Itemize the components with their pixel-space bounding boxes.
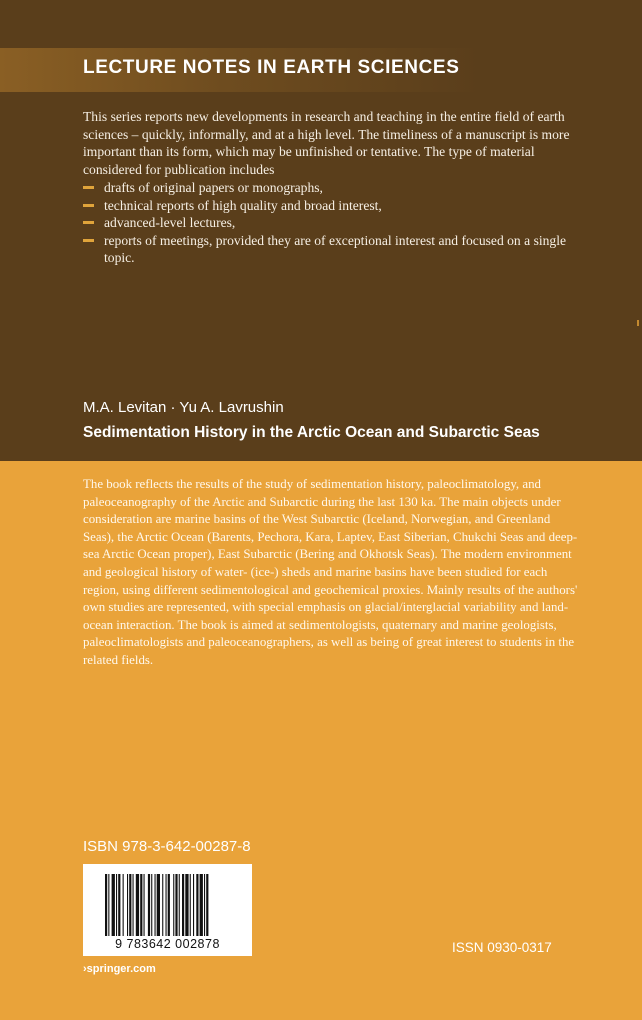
book-blurb: The book reflects the results of the study of sedimentation history, paleoclimatology, and paleoceanography of the Arctic and Subarctic during the last 130 ka. The main objects under consideration are marine basins of the West Subarctic (Iceland, Norwegian, and Greenland Seas), the Arctic Ocean (Barents, Pechora, Kara, Laptev, East Siberian, Chukchi Seas and deep-sea Arctic Ocean proper), East Subarctic (Bering and Okhotsk Seas). The modern environment and geological history of water- (ice-) sheds and marine basins have been studied for each region, using different sedimentological and geochemical proxies. Mainly results of the authors' own studies are represented, with special emphasis on glacial/interglacial variability and land-ocean interaction. The book is aimed at sedimentologists, quaternary and marine geologists, paleoclimatologists and paleoceanographers, as well as being of great interest to students in the related fields.	[83, 477, 578, 667]
book-authors: M.A. Levitan · Yu A. Lavrushin	[83, 399, 284, 416]
list-item	[83, 214, 583, 232]
barcode	[83, 864, 252, 956]
dash-bullet-icon	[83, 239, 94, 242]
publisher-url: springer.com	[86, 963, 156, 975]
spine-mark	[637, 320, 639, 326]
chevron-right-icon: ›	[83, 963, 87, 975]
isbn-label: ISBN 978-3-642-00287-8	[83, 838, 251, 855]
series-description: This series reports new developments in research and teaching in the entire field of earth sciences – quickly, informally, and at a high level. The timeliness of a manuscript is more important than its form, which may be unfinished or tentative. The type of material considered for publication includes	[83, 109, 570, 177]
bullet-text: technical reports of high quality and broad interest,	[104, 197, 382, 213]
dash-bullet-icon	[83, 186, 94, 189]
issn-label: ISSN 0930-0317	[452, 940, 552, 955]
publisher-link[interactable]	[83, 963, 156, 975]
list-item	[83, 197, 583, 215]
bullet-text: drafts of original papers or monographs,	[104, 180, 323, 195]
list-item	[83, 179, 583, 197]
bullet-text: reports of meetings, provided they are of exceptional interest and focused on a single topic.	[104, 232, 567, 266]
series-title: LECTURE NOTES IN EARTH SCIENCES	[83, 57, 460, 78]
list-item	[83, 232, 583, 267]
barcode-digits: 9 783642 002878	[115, 937, 220, 951]
dash-bullet-icon	[83, 221, 94, 224]
book-title: Sedimentation History in the Arctic Ocean and Subarctic Seas	[83, 424, 540, 441]
dash-bullet-icon	[83, 204, 94, 207]
bullet-text: advanced-level lectures,	[104, 215, 236, 231]
series-bullet-list	[83, 179, 583, 267]
